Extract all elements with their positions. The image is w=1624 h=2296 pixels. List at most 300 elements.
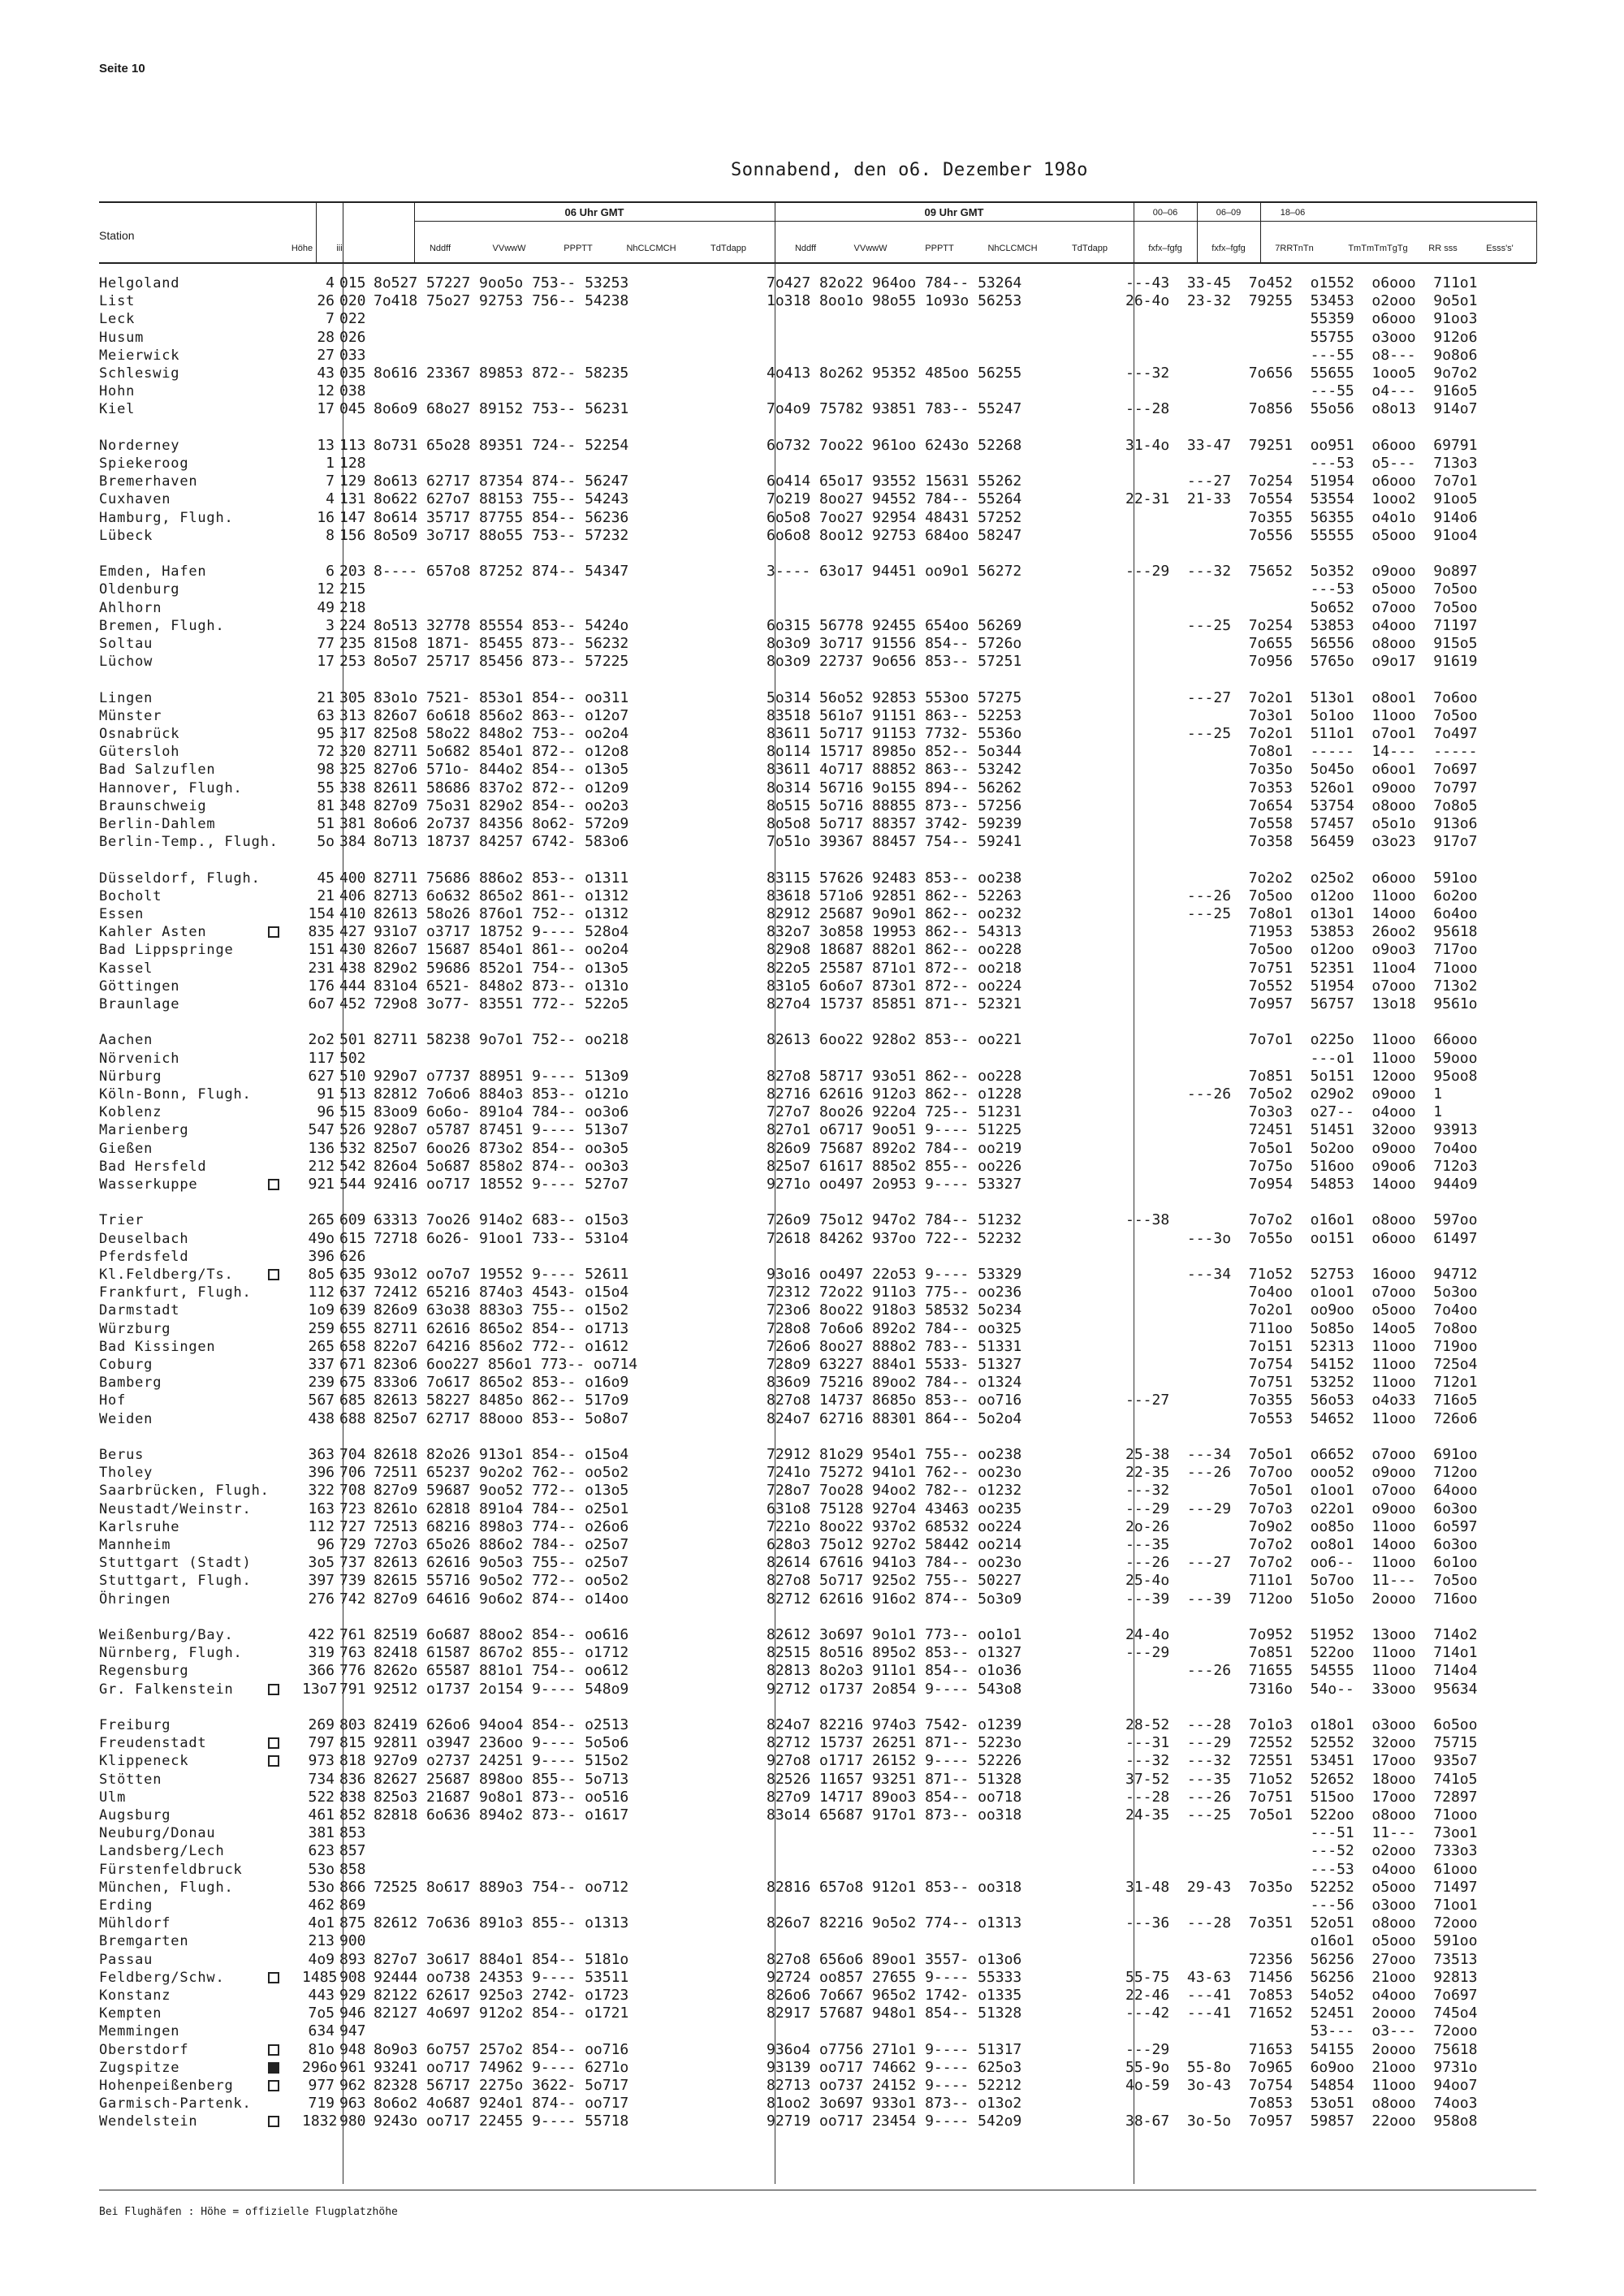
obs-06-values: 83oo9 6o6o- 891o4 784-- oo3o6 [374,1103,629,1121]
station-id: 015 [339,274,366,291]
obs-09-values: 827o8 656o6 89oo1 3557- o13o6 [767,1950,1022,1968]
summary-values: 7o558 57457 o5o1o 913o6 [1125,815,1478,832]
station-id: 026 [339,328,366,346]
station-name: Hohenpeißenberg [99,2078,234,2094]
station-height: 627 [308,1067,335,1085]
station-height: 4o9 [308,1950,335,1968]
station-id: 510 [339,1067,366,1085]
table-row [99,1392,1536,1409]
table-row [99,1554,1536,1572]
obs-09-values: 824o7 82216 974o3 7542- o1239 [767,1716,1022,1733]
station-height: 276 [308,1590,335,1608]
table-row [99,1987,1536,2005]
obs-06-values: 8o6o2 4o687 924o1 874-- oo717 [374,2095,629,2113]
station-id: 313 [339,706,366,724]
station-name: Gütersloh [99,744,180,761]
obs-09-values: 7241o 75272 941o1 762-- oo23o [767,1464,1022,1482]
table-row [99,1518,1536,1536]
obs-06-values: 82127 4o697 912o2 854-- o1721 [374,2005,629,2022]
table-row [99,1050,1536,1068]
obs-09-values: 83518 561o7 91151 863-- 52253 [767,706,1022,724]
summary-values: ---31 ---29 72552 52552 32ooo 75715 [1125,1734,1478,1752]
station-id: 038 [339,382,366,400]
station-height: 1o9 [308,1301,335,1319]
summary-values: ---27 7o355 56o53 o4o33 716o5 [1125,1392,1478,1409]
station-id: 639 [339,1301,366,1319]
station-name: Öhringen [99,1590,171,1608]
table-row [99,1842,1536,1860]
summary-values: ---29 ---32 75652 5o352 o9ooo 9o897 [1125,563,1478,580]
summary-values: 55755 o3ooo 912o6 [1125,328,1478,346]
obs-06-values: 826o9 63o38 883o3 755-- o15o2 [374,1301,629,1319]
station-name: Köln-Bonn, Flugh. [99,1086,252,1103]
station-height: 13o7 [302,1680,338,1698]
obs-09-values: 827o8 14737 8685o 853-- oo716 [767,1392,1022,1409]
col09-nddff: Nddff [794,244,817,253]
obs-06-values: 82711 62616 865o2 854-- o1713 [374,1319,629,1337]
summary-values: 711oo 5o85o 14oo5 7o8oo [1125,1319,1478,1337]
station-name: Oldenburg [99,581,180,598]
station-name: Neuburg/Donau [99,1825,216,1842]
obs-09-values: 826o9 75687 892o2 784-- oo219 [767,1139,1022,1157]
obs-06-values: 833o6 7o617 865o2 853-- o16o9 [374,1374,629,1392]
station-id: 430 [339,941,366,959]
station-height: 151 [308,941,335,959]
station-height: 2o2 [308,1031,335,1049]
table-row [99,1914,1536,1932]
station-name: Düsseldorf, Flugh. [99,870,261,887]
station-name: Helgoland [99,275,180,291]
station-height: 27 [317,346,335,364]
table-row [99,1085,1536,1103]
table-row [99,1771,1536,1789]
obs-09-values: 825o7 61617 885o2 855-- oo226 [767,1157,1022,1175]
station-height: 163 [308,1500,335,1517]
range-18-06: 18–06 [1280,208,1306,218]
table-row [99,347,1536,365]
table-row [99,653,1536,671]
summary-values: ---26 ---27 7o7o2 oo6-- 11ooo 6o1oo [1125,1554,1478,1572]
obs-09-values: 728o8 7o6o6 892o2 784-- oo325 [767,1319,1022,1337]
station-id: 338 [339,779,366,796]
summary-values: 7o654 53754 o8ooo 7o8o5 [1125,796,1478,814]
obs-06-values: 82613 62616 9o5o3 755-- o25o7 [374,1554,629,1572]
station-name: Berlin-Temp., Flugh. [99,834,279,851]
obs-06-values: 8---- 657o8 87252 874-- 54347 [374,563,629,580]
obs-09-values: 927o8 o1717 26152 9---- 52226 [767,1752,1022,1770]
table-row [99,1266,1536,1284]
station-height: 63 [317,706,335,724]
obs-09-values: 827o4 15737 85851 871-- 52321 [767,995,1022,1012]
open-square-icon [268,1179,279,1190]
station-height: 461 [308,1806,335,1823]
col09-clouds: NhCLCMCH [987,244,1038,253]
obs-09-values: 1o318 8oo1o 98o55 1o93o 56253 [767,292,1022,310]
table-row [99,1879,1536,1897]
station-height: 43 [317,365,335,382]
summary-values: ---3o 7o55o oo151 o6ooo 61497 [1125,1229,1478,1247]
station-name: Stuttgart, Flugh. [99,1573,252,1590]
obs-06-values: 827o9 59687 9oo52 772-- o13o5 [374,1482,629,1500]
station-id: 129 [339,473,366,490]
obs-06-values: 931o7 o3717 18752 9---- 528o4 [374,923,629,941]
summary-values: 7o355 56355 o4o1o 914o6 [1125,508,1478,526]
obs-06-values: 928o7 o5787 87451 9---- 513o7 [374,1121,629,1139]
obs-06-values: 825o7 6oo26 873o2 854-- oo3o5 [374,1139,629,1157]
station-id: 348 [339,796,366,814]
obs-06-values: 72412 65216 874o3 4543- o15o4 [374,1284,629,1301]
obs-06-values: 82612 7o636 891o3 855-- o1313 [374,1914,629,1932]
summary-values: ---25 7o254 53853 o4ooo 71197 [1125,616,1478,634]
station-height: 213 [308,1932,335,1950]
obs-09-values: 822o5 25587 871o1 872-- oo218 [767,959,1022,977]
summary-values: 7o655 56556 o8ooo 915o5 [1125,635,1478,652]
station-id: 235 [339,635,366,652]
table-row [99,1068,1536,1085]
station-height: 977 [308,2077,335,2094]
station-height: 522 [308,1788,335,1806]
table-row [99,1897,1536,1914]
filled-square-icon [268,2062,279,2074]
obs-09-values: 7o219 8oo27 94552 784-- 55264 [767,490,1022,508]
station-height: 265 [308,1211,335,1229]
sub-esss: Esss's' [1486,244,1514,253]
station-height: 797 [308,1734,335,1752]
station-id: 128 [339,455,366,472]
station-name: Wasserkuppe [99,1176,198,1193]
table-row [99,1482,1536,1500]
obs-09-values: 82816 657o8 912o1 853-- oo318 [767,1878,1022,1896]
station-name: Tholey [99,1465,153,1482]
station-name: Mannheim [99,1537,171,1553]
station-name: Klippeneck [99,1753,189,1770]
station-id: 963 [339,2095,366,2113]
station-height: 49 [317,598,335,616]
obs-06-values: 82613 58227 8485o 862-- 517o9 [374,1392,629,1409]
station-id: 866 [339,1878,366,1896]
station-height: 13 [317,436,335,454]
obs-09-values: 82813 8o2o3 911o1 854-- o1o36 [767,1662,1022,1680]
table-row [99,1590,1536,1608]
obs-06-values: 822o7 64216 856o2 772-- o1612 [374,1337,629,1355]
station-height: 973 [308,1752,335,1770]
station-name: Konstanz [99,1987,171,2004]
station-height: 53o [308,1860,335,1878]
station-name: Hof [99,1392,127,1409]
summary-values: ---29 7o851 522oo 11ooo 714o1 [1125,1644,1478,1662]
station-height: 396 [308,1464,335,1482]
obs-09-values: 727o7 8oo26 922o4 725-- 51231 [767,1103,1022,1121]
obs-09-values: 83o14 65687 917o1 873-- oo318 [767,1806,1022,1823]
station-height: 265 [308,1337,335,1355]
sub-rr-tn: 7RRTnTn [1275,244,1314,253]
table-row [99,580,1536,598]
station-height: 3 [326,616,335,634]
obs-06-values: 82122 62617 925o3 2742- o1723 [374,1987,629,2004]
open-square-icon [268,2044,279,2056]
table-row [99,870,1536,887]
station-height: 422 [308,1626,335,1643]
station-id: 727 [339,1517,366,1535]
station-id: 609 [339,1211,366,1229]
station-id: 708 [339,1482,366,1500]
table-row [99,743,1536,761]
table-row [99,1374,1536,1392]
obs-09-values: 82526 11657 93251 871-- 51328 [767,1770,1022,1788]
station-height: 1832 [302,2113,338,2130]
station-height: 26 [317,292,335,310]
summary-values: ---34 71o52 52753 16ooo 94712 [1125,1266,1478,1283]
obs-06-values: 826o7 15687 854o1 861-- oo2o4 [374,941,629,959]
station-name: Karlsruhe [99,1518,180,1535]
table-row [99,1140,1536,1158]
summary-values: 7o7o1 o225o 11ooo 66ooo [1125,1031,1478,1049]
summary-values: 7o358 56459 o3o23 917o7 [1125,833,1478,851]
station-name: Memmingen [99,2023,180,2040]
station-id: 704 [339,1446,366,1463]
station-id: 501 [339,1031,366,1049]
summary-values: 7o556 55555 o5ooo 91oo4 [1125,526,1478,544]
col06-ppptt: PPPTT [564,244,593,253]
station-table [99,263,1536,2184]
station-height: 212 [308,1157,335,1175]
obs-06-values: 825o3 21687 9o8o1 873-- oo516 [374,1788,629,1806]
station-id: 706 [339,1464,366,1482]
table-row [99,1662,1536,1680]
station-height: 49o [308,1229,335,1247]
summary-values: 7o151 52313 11ooo 719oo [1125,1337,1478,1355]
table-row [99,274,1536,292]
station-name: Koblenz [99,1104,162,1121]
table-row [99,2077,1536,2095]
station-height: 96 [317,1536,335,1553]
station-name: Essen [99,906,145,922]
station-id: 946 [339,2005,366,2022]
obs-06-values: 72513 68216 898o3 774-- o26o6 [374,1517,629,1535]
table-row [99,310,1536,328]
station-id: 836 [339,1770,366,1788]
station-height: 381 [308,1824,335,1842]
station-height: 1 [326,455,335,472]
summary-values: 53--- o3--- 72ooo [1125,2022,1478,2040]
obs-06-values: 82711 5o682 854o1 872-- o12o8 [374,743,629,761]
station-height: 547 [308,1121,335,1139]
obs-06-values: 729o8 3o77- 83551 772-- 522o5 [374,995,629,1012]
table-row [99,1121,1536,1139]
obs-09-values: 728o7 7oo28 94oo2 782-- o1232 [767,1482,1022,1500]
table-row [99,1211,1536,1229]
summary-values: ---35 7o7o2 oo8o1 14ooo 6o3oo [1125,1536,1478,1553]
obs-09-values: 72312 72o22 911o3 775-- oo236 [767,1284,1022,1301]
summary-values: ---o1 11ooo 59ooo [1125,1049,1478,1067]
summary-values: 7o754 54152 11ooo 725o4 [1125,1356,1478,1373]
summary-values: 31-4o 33-47 79251 oo951 o6ooo 69791 [1125,436,1478,454]
table-row [99,329,1536,347]
table-row [99,527,1536,545]
obs-09-values: 826o7 82216 9o5o2 774-- o1313 [767,1914,1022,1932]
table-row [99,563,1536,580]
obs-06-values: 826o4 5o687 858o2 874-- oo3o3 [374,1157,629,1175]
open-square-icon [268,1684,279,1695]
station-id: 542 [339,1157,366,1175]
obs-06-values: 82418 61587 867o2 855-- o1712 [374,1644,629,1662]
obs-06-values: 823o6 6oo227 856o1 773-- oo714 [374,1356,638,1373]
obs-09-values: 82912 25687 9o9o1 862-- oo232 [767,905,1022,922]
station-id: 763 [339,1644,366,1662]
table-row [99,1734,1536,1752]
summary-values: 7o4oo o1oo1 o7ooo 5o3oo [1125,1284,1478,1301]
station-name: Feldberg/Schw. [99,1969,225,1986]
station-height: 296o [302,2058,338,2076]
summary-values: ---39 ---39 712oo 51o5o 2oooo 716oo [1125,1590,1478,1608]
station-name: Coburg [99,1357,153,1373]
summary-values: ---56 o3ooo 71oo1 [1125,1897,1478,1914]
station-name: Landsberg/Lech [99,1843,225,1860]
station-height: 21 [317,887,335,904]
table-row [99,761,1536,779]
station-name: Weißenburg/Bay. [99,1627,234,1643]
station-height: 96 [317,1103,335,1121]
summary-values: 7o957 56757 13o18 9561o [1125,995,1478,1012]
station-name: Bremgarten [99,1933,189,1950]
obs-09-values: 726o9 75o12 947o2 784-- 51232 [767,1211,1022,1229]
obs-09-values: 92719 oo717 23454 9---- 542o9 [767,2113,1022,2130]
station-name: Nürnberg, Flugh. [99,1645,243,1662]
table-row [99,2113,1536,2130]
obs-06-values: 827o7 3o617 884o1 854-- 5181o [374,1950,629,1968]
station-id: 776 [339,1662,366,1680]
station-name: Soltau [99,636,153,652]
summary-values: ---27 7o2o1 513o1 o8oo1 7o6oo [1125,688,1478,706]
station-height: 366 [308,1662,335,1680]
table-row [99,1356,1536,1374]
summary-values: 25-38 ---34 7o5o1 o6652 o7ooo 691oo [1125,1446,1478,1463]
summary-values: ---51 11--- 73oo1 [1125,1824,1478,1842]
obs-06-values: 92444 oo738 24353 9---- 53511 [374,1968,629,1986]
obs-09-values: 827o1 o6717 9oo51 9---- 51225 [767,1121,1022,1139]
station-id: 875 [339,1914,366,1932]
station-name: Bad Hersfeld [99,1158,207,1175]
summary-values: 37-52 ---35 71o52 52652 18ooo 741o5 [1125,1770,1478,1788]
station-id: 929 [339,1987,366,2004]
summary-values: ---27 7o254 51954 o6ooo 7o7o1 [1125,473,1478,490]
obs-06-values: 82519 6o687 88oo2 854-- oo616 [374,1626,629,1643]
station-name: Kahler Asten [99,924,207,941]
obs-06-values: 82627 25687 898oo 855-- 5o713 [374,1770,629,1788]
station-height: 634 [308,2022,335,2040]
obs-06-values: 82812 7o6o6 884o3 853-- o121o [374,1085,629,1103]
station-name: Cuxhaven [99,491,171,508]
obs-06-values: 825o8 58o22 848o2 753-- oo2o4 [374,725,629,742]
station-height: 396 [308,1247,335,1265]
summary-values: ---55 o8--- 9o8o6 [1125,346,1478,364]
station-name: Spiekeroog [99,455,189,472]
table-row [99,905,1536,923]
station-name: Freudenstadt [99,1735,207,1752]
obs-06-values: 92512 o1737 2o154 9---- 548o9 [374,1680,629,1698]
table-row [99,1681,1536,1698]
col06-vvwww: VVwwW [492,244,526,253]
station-id: 737 [339,1554,366,1572]
station-height: 6o7 [308,995,335,1012]
obs-06-values: 8o614 35717 87755 854-- 56236 [374,508,629,526]
station-id: 671 [339,1356,366,1373]
station-height: 117 [308,1049,335,1067]
station-name: Neustadt/Weinstr. [99,1500,252,1517]
table-row [99,1644,1536,1662]
open-square-icon [268,1972,279,1983]
obs-06-values: 8o6o9 68o27 89152 753-- 56231 [374,400,629,418]
station-name: Weiden [99,1410,153,1427]
station-height: 397 [308,1572,335,1590]
obs-09-values: 82712 15737 26251 871-- 5223o [767,1734,1022,1752]
station-id: 317 [339,725,366,742]
station-id: 626 [339,1247,366,1265]
station-id: 406 [339,887,366,904]
obs-09-values: 824o7 62716 88301 864-- 5o2o4 [767,1409,1022,1427]
obs-09-values: 827o8 58717 93o51 862-- oo228 [767,1067,1022,1085]
station-id: 852 [339,1806,366,1823]
station-height: 12 [317,580,335,598]
station-name: Darmstadt [99,1302,180,1319]
station-name: Freiburg [99,1717,171,1733]
obs-06-values: 82818 6o636 894o2 873-- o1617 [374,1806,629,1823]
station-name: List [99,293,136,310]
station-name: Lüchow [99,654,153,671]
station-height: 4 [326,274,335,291]
station-name: Würzburg [99,1320,171,1337]
obs-09-values: 827o8 5o717 925o2 755-- 50227 [767,1572,1022,1590]
summary-values: ---42 ---41 71652 52451 2oooo 745o4 [1125,2005,1478,2022]
station-name: Deuselbach [99,1230,189,1247]
station-name: Regensburg [99,1663,189,1680]
obs-06-values: 8o5o7 25717 85456 873-- 57225 [374,653,629,671]
sub-gust-2: fxfx–fgfg [1212,244,1246,253]
obs-09-values: 82613 6oo22 928o2 853-- oo221 [767,1031,1022,1049]
obs-06-values: 9243o oo717 22455 9---- 55718 [374,2113,629,2130]
obs-06-values: 831o4 6521- 848o2 873-- o131o [374,977,629,995]
station-name: Kempten [99,2005,162,2022]
summary-values: 7o954 54853 14ooo 944o9 [1125,1176,1478,1193]
table-row [99,1752,1536,1770]
obs-06-values: 82419 626o6 94oo4 854-- o2513 [374,1716,629,1733]
table-row [99,1410,1536,1428]
summary-values: ---38 7o7o2 o16o1 o8ooo 597oo [1125,1211,1478,1229]
station-name: Gr. Falkenstein [99,1681,234,1698]
table-row [99,995,1536,1013]
station-name: Garmisch-Partenk. [99,2095,252,2113]
summary-values: 55-75 43-63 71456 56256 21ooo 92813 [1125,1968,1478,1986]
station-id: 253 [339,653,366,671]
station-name: Wendelstein [99,2113,198,2130]
station-id: 685 [339,1392,366,1409]
station-name: Bad Salzuflen [99,762,216,779]
station-id: 515 [339,1103,366,1121]
summary-values: ---26 71655 54555 11ooo 714o4 [1125,1662,1478,1680]
obs-06-values: 83o1o 7521- 853o1 854-- oo311 [374,688,629,706]
summary-values: 72451 51451 32ooo 93913 [1125,1121,1478,1139]
station-height: 269 [308,1716,335,1733]
open-square-icon [268,2116,279,2127]
station-id: 893 [339,1950,366,1968]
obs-06-values: 827o6 571o- 844o2 854-- o13o5 [374,761,629,779]
sub-gust-1: fxfx–fgfg [1148,244,1182,253]
table-header [99,201,1536,263]
obs-09-values: 72912 81o29 954o1 755-- oo238 [767,1446,1022,1463]
station-height: 921 [308,1176,335,1193]
station-height: 363 [308,1446,335,1463]
obs-06-values: 92416 oo717 18552 9---- 527o7 [374,1176,629,1193]
